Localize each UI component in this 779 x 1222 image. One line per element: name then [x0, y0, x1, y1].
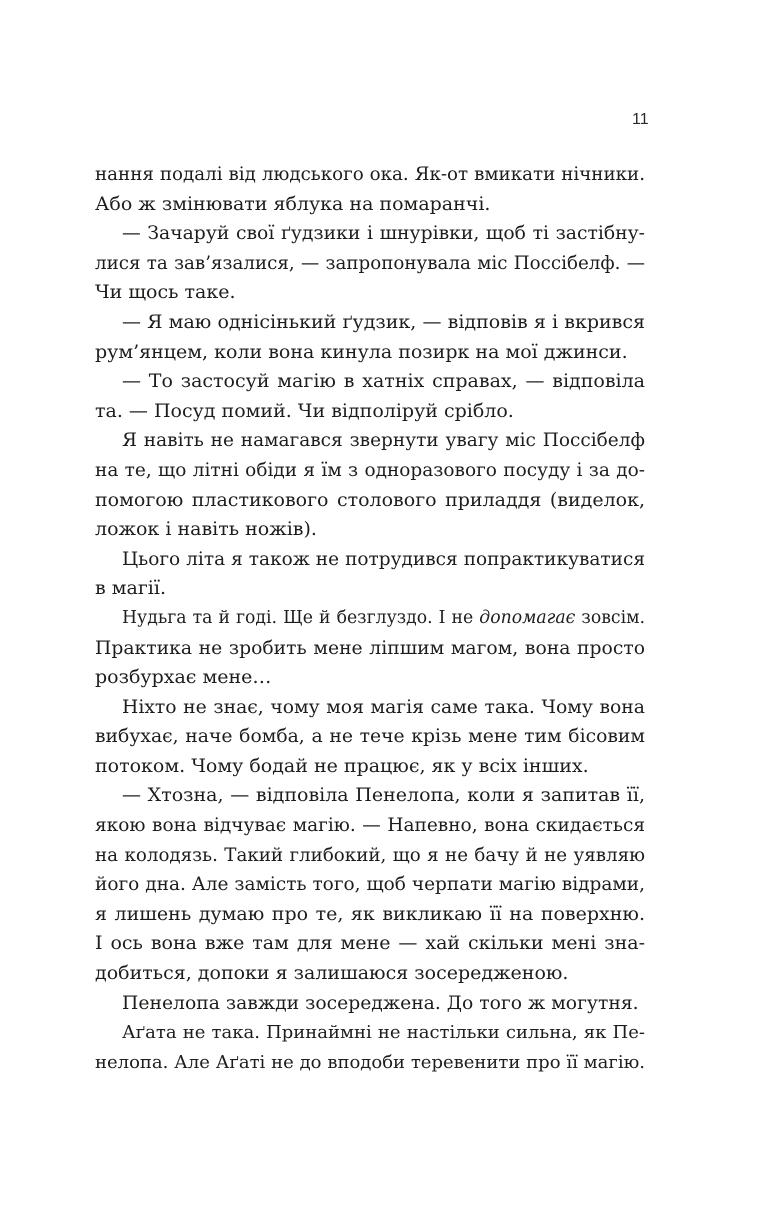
page-number: 11	[632, 111, 649, 128]
dialogue-line: — Зачаруй свої ґудзики і шнурівки, щоб ті застібну-	[122, 223, 645, 245]
dialogue-line: — Хтозна, — відповіла Пенелопа, коли я запитав її,	[122, 784, 645, 807]
text-line: рум’янцем, коли вона кинула позирк на мої джинси.	[95, 340, 628, 363]
text-line: Або ж змінювати яблука на помаранчі.	[95, 192, 491, 215]
paragraph-first-line: Я навіть не намагався звернути увагу міс Поссібелф	[122, 430, 645, 452]
dialogue-line: — Я маю однісінький ґудзик, — відповів я і вкрився	[122, 310, 645, 333]
text-line: Практика не зробить мене ліпшим магом, вона просто	[95, 637, 645, 659]
text-line: на колодязь. Такий глибокий, що я не бачу й не уявляю	[95, 844, 645, 866]
emphasis-word: допомагає	[479, 607, 576, 628]
text-line: його дна. Але замість того, щоб черпати магію відрами,	[95, 874, 645, 896]
text-line: в магії.	[95, 577, 166, 600]
text-run: Нудьга та й годі. Ще й безглуздо. І не	[122, 607, 480, 628]
text-line: добиться, допоки я залишаюся зосередженою.	[95, 962, 569, 985]
text-line: помогою пластикового столового приладдя (виделок,	[95, 488, 645, 511]
paragraph-first-line: Аґата не така. Принаймні не настільки сильна, як Пе-	[122, 1022, 645, 1044]
paragraph-first-line: Пенелопа завжди зосереджена. До того ж могутня.	[122, 992, 639, 1014]
text-line: вибухає, наче бомба, а не тече крізь мене тим бісовим	[95, 726, 645, 748]
paragraph-first-line: Ніхто не знає, чому моя магія саме така. Чому вона	[122, 696, 645, 718]
text-line: нелопа. Але Аґаті не до вподоби теревенити про її магію.	[95, 1051, 645, 1073]
text-line: лися та зав’язалися, — запропонувала міс Поссібелф. —	[95, 252, 645, 274]
text-line: ложок і навіть ножів).	[95, 518, 317, 541]
dialogue-line: — То застосуй магію в хатніх справах, — відповіла	[122, 370, 645, 393]
text-line: я лишень думаю про те, як викликаю її на поверхню.	[95, 902, 645, 925]
text-line: потоком. Чому бодай не працює, як у всіх інших.	[95, 754, 589, 777]
body-text	[95, 160, 645, 1077]
text-line: І ось вона вже там для мене — хай скільки мені зна-	[95, 932, 645, 955]
paragraph-first-line: Цього літа я також не потрудився попрактикуватися	[122, 548, 645, 570]
text-line: розбурхає мене…	[95, 666, 272, 689]
text-line: Чи щось таке.	[95, 281, 236, 304]
text-line: якою вона відчуває магію. — Напевно, вона скидається	[95, 815, 645, 837]
text-line: на те, що літні обіди я їм з одноразового посуду і за до-	[95, 459, 645, 481]
text-line: нання подалі від людського ока. Як-от вмикати нічники.	[95, 164, 645, 185]
paragraph-first-line	[95, 604, 645, 634]
text-run: зовсім.	[575, 607, 645, 628]
text-line: та. — Посуд помий. Чи відполіруй срібло.	[95, 399, 514, 422]
